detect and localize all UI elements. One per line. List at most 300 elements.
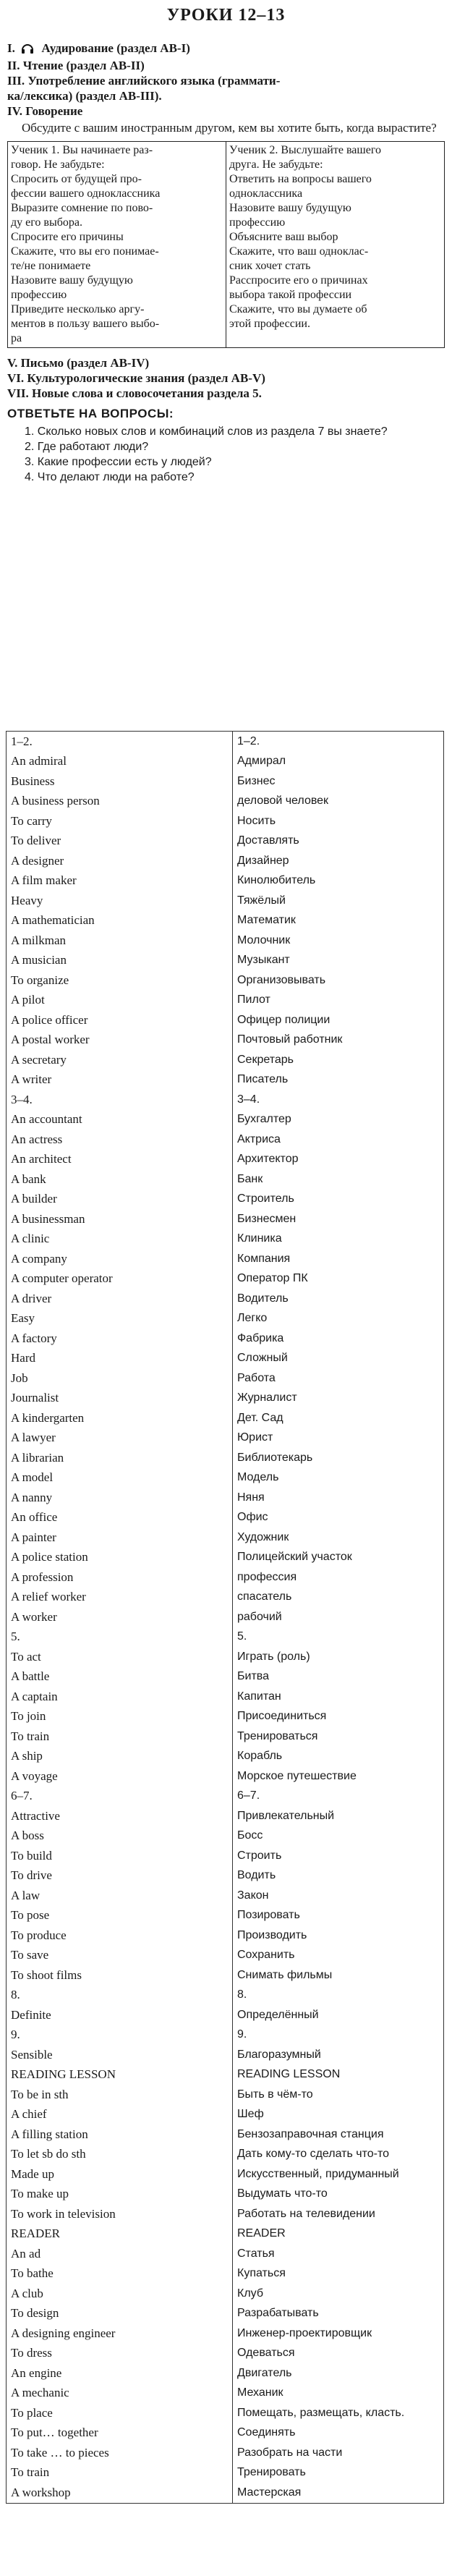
vocab-row (7, 1428, 444, 1449)
vocab-russian: Капитан (233, 1687, 444, 1707)
vocab-row (7, 951, 444, 971)
vocab-english: Journalist (7, 1389, 233, 1409)
vocab-row (7, 1448, 444, 1468)
vocab-english: To put… together (7, 2423, 233, 2444)
vocab-row (7, 1647, 444, 1667)
vocab-row (7, 1866, 444, 1886)
vocab-english: 6–7. (7, 1787, 233, 1807)
vocab-row (7, 2264, 444, 2284)
vocabulary-table (6, 731, 444, 2504)
vocab-row (7, 1925, 444, 1946)
vocab-english: A workshop (7, 2483, 233, 2503)
role-line: Скажите, что вы его понимае- (11, 245, 159, 258)
vocab-english: Business (7, 771, 233, 792)
vocab-russian: Производить (233, 1925, 444, 1946)
questions-list (25, 424, 452, 485)
vocab-english: A pilot (7, 991, 233, 1011)
vocab-row (7, 1389, 444, 1409)
vocab-russian: Пилот (233, 991, 444, 1011)
vocab-russian: Музыкант (233, 951, 444, 971)
student1-card (8, 142, 226, 348)
vocab-russian: Доставлять (233, 831, 444, 852)
role-line: фессии вашего одноклассника (11, 187, 161, 200)
vocab-russian: Кинолюбитель (233, 871, 444, 891)
vocab-russian: Бухгалтер (233, 1110, 444, 1130)
section-writing: V. Письмо (раздел АВ-IV) (7, 356, 150, 370)
vocab-russian: рабочий (233, 1607, 444, 1627)
vocab-russian: Позировать (233, 1906, 444, 1926)
vocab-english: READING LESSON (7, 2065, 233, 2085)
vocab-russian: Двигатель (233, 2363, 444, 2384)
vocab-row (7, 792, 444, 812)
vocab-row (7, 2005, 444, 2025)
section-number: II. (7, 59, 20, 72)
vocab-russian: Битва (233, 1667, 444, 1687)
vocab-english: A writer (7, 1070, 233, 1090)
vocab-english: A bank (7, 1169, 233, 1190)
vocab-row (7, 1787, 444, 1807)
vocab-english: A worker (7, 1607, 233, 1627)
vocab-row (7, 1329, 444, 1349)
vocab-russian: Соединять (233, 2423, 444, 2444)
vocab-russian: Дизайнер (233, 851, 444, 871)
vocab-english: A mechanic (7, 2384, 233, 2404)
vocab-english: To take … to pieces (7, 2443, 233, 2463)
vocab-english: A chief (7, 2105, 233, 2125)
vocab-english: 8. (7, 1986, 233, 2006)
vocab-row (7, 1588, 444, 1608)
vocab-row (7, 2284, 444, 2304)
vocab-english: A club (7, 2284, 233, 2304)
vocab-russian: Водитель (233, 1289, 444, 1309)
vocab-english: A police officer (7, 1010, 233, 1030)
vocab-english: A ship (7, 1747, 233, 1767)
vocab-row (7, 911, 444, 931)
role-line: Спросите его причины (11, 231, 124, 243)
vocab-row (7, 1368, 444, 1389)
vocab-row (7, 1289, 444, 1309)
vocab-russian: Выдумать что-то (233, 2185, 444, 2205)
vocab-row (7, 1806, 444, 1826)
vocab-russian: Мастерская (233, 2483, 444, 2503)
vocab-row (7, 1269, 444, 1289)
vocab-row (7, 1667, 444, 1687)
vocab-russian: Офицер полиции (233, 1010, 444, 1030)
vocab-russian: Водить (233, 1866, 444, 1886)
vocab-english: A nanny (7, 1488, 233, 1508)
vocab-english: A postal worker (7, 1030, 233, 1051)
vocab-english: A factory (7, 1329, 233, 1349)
vocab-english: A law (7, 1886, 233, 1906)
vocab-russian: Определённый (233, 2005, 444, 2025)
vocab-row (7, 1150, 444, 1170)
section-number: III. (7, 74, 25, 88)
vocab-row (7, 1508, 444, 1528)
vocab-english: To let sb do sth (7, 2145, 233, 2165)
section-listening (7, 41, 452, 58)
vocab-russian: READER (233, 2224, 444, 2245)
section-use-of-english-cont (7, 88, 452, 103)
vocab-row (7, 1906, 444, 1926)
vocab-english: To drive (7, 1866, 233, 1886)
role-line: те/не понимаете (11, 260, 91, 272)
vocab-russian: Привлекательный (233, 1806, 444, 1826)
vocab-english: To bathe (7, 2264, 233, 2284)
vocab-english: A painter (7, 1528, 233, 1548)
vocab-english: Definite (7, 2005, 233, 2025)
vocab-russian: Инженер-проектировщик (233, 2323, 444, 2344)
vocab-row (7, 2344, 444, 2364)
role-line: ментов в пользу вашего выбо- (11, 318, 160, 330)
vocab-english: To work in television (7, 2204, 233, 2224)
vocab-row (7, 1110, 444, 1130)
vocab-row (7, 2065, 444, 2085)
vocab-row (7, 1826, 444, 1847)
vocab-russian: Купаться (233, 2264, 444, 2284)
vocab-row (7, 991, 444, 1011)
section-new-words: VII. Новые слова и словосочетания раздела 5. (7, 386, 262, 400)
vocab-english: To act (7, 1647, 233, 1667)
vocab-row (7, 1846, 444, 1866)
vocab-russian: Снимать фильмы (233, 1965, 444, 1986)
vocab-russian: Морское путешествие (233, 1766, 444, 1787)
vocab-english: To carry (7, 811, 233, 831)
vocab-row (7, 891, 444, 911)
vocab-russian: Художник (233, 1528, 444, 1548)
role-line: Скажите, что вы думаете об (229, 303, 367, 315)
vocab-russian: Механик (233, 2384, 444, 2404)
vocab-russian: 5. (233, 1627, 444, 1648)
vocab-english: To dress (7, 2344, 233, 2364)
vocab-row (7, 1607, 444, 1627)
vocab-russian: 3–4. (233, 1090, 444, 1110)
vocab-row (7, 1010, 444, 1030)
vocab-russian: Полицейский участок (233, 1548, 444, 1568)
headphones-icon (21, 43, 34, 58)
vocab-row (7, 931, 444, 951)
vocab-row (7, 752, 444, 772)
vocab-english: A businessman (7, 1209, 233, 1229)
vocab-russian: Модель (233, 1468, 444, 1488)
vocab-english: To design (7, 2304, 233, 2324)
vocab-row (7, 2185, 444, 2205)
vocab-russian: Разобрать на части (233, 2443, 444, 2463)
vocab-english: Made up (7, 2164, 233, 2185)
vocab-russian: Босс (233, 1826, 444, 1847)
vocab-russian: Почтовый работник (233, 1030, 444, 1051)
vocab-russian: Молочник (233, 931, 444, 951)
section-text: Говорение (25, 104, 83, 118)
vocab-english: Hard (7, 1349, 233, 1369)
vocab-english: Easy (7, 1309, 233, 1329)
vocab-row (7, 2304, 444, 2324)
vocab-english: A relief worker (7, 1588, 233, 1608)
section-speaking (7, 103, 452, 119)
vocab-russian: Тренировать (233, 2463, 444, 2483)
sections-bottom (7, 355, 452, 401)
vocab-english: To save (7, 1946, 233, 1966)
vocab-russian: Искусственный, придуманный (233, 2164, 444, 2185)
vocab-english: A film maker (7, 871, 233, 891)
vocab-row (7, 1766, 444, 1787)
vocab-russian: Тяжёлый (233, 891, 444, 911)
vocab-row (7, 1548, 444, 1568)
vocab-row (7, 2244, 444, 2264)
vocab-row (7, 2105, 444, 2125)
vocab-row (7, 1408, 444, 1428)
vocab-russian: Разрабатывать (233, 2304, 444, 2324)
vocab-row (7, 2025, 444, 2046)
vocab-russian: 6–7. (233, 1787, 444, 1807)
vocab-english: A clinic (7, 1229, 233, 1250)
vocab-english: To train (7, 2463, 233, 2483)
vocab-row (7, 2423, 444, 2444)
role-line: профессию (229, 216, 286, 229)
vocab-row (7, 2323, 444, 2344)
vocab-row (7, 1747, 444, 1767)
vocab-row (7, 2384, 444, 2404)
vocab-english: To make up (7, 2185, 233, 2205)
vocab-russian: Легко (233, 1309, 444, 1329)
sections-top (7, 41, 452, 119)
vocab-russian: Математик (233, 911, 444, 931)
vocab-english: To pose (7, 1906, 233, 1926)
vocab-english: 9. (7, 2025, 233, 2046)
vocab-russian: Архитектор (233, 1150, 444, 1170)
vocab-english: Sensible (7, 2045, 233, 2065)
vocab-row (7, 2145, 444, 2165)
vocab-row (7, 1528, 444, 1548)
vocab-russian: Клуб (233, 2284, 444, 2304)
vocab-russian: Дать кому-то сделать что-то (233, 2145, 444, 2165)
role-line: Спросить от будущей про- (11, 173, 142, 185)
vocab-row (7, 1707, 444, 1727)
vocab-russian: Строить (233, 1846, 444, 1866)
vocab-russian: Адмирал (233, 752, 444, 772)
vocab-row (7, 1687, 444, 1707)
vocab-russian: Статья (233, 2244, 444, 2264)
role-line: Скажите, что ваш одноклас- (229, 245, 369, 258)
vocab-english: 5. (7, 1627, 233, 1648)
vocab-english: A voyage (7, 1766, 233, 1787)
vocab-russian: Носить (233, 811, 444, 831)
speaking-task: Обсудите с вашим иностранным другом, кем вы хотите быть, когда вырастите? (22, 121, 437, 135)
vocab-russian: 9. (233, 2025, 444, 2046)
vocab-russian: Работа (233, 1368, 444, 1389)
vocab-russian: Тренироваться (233, 1726, 444, 1747)
vocab-row (7, 1349, 444, 1369)
role-line: Приведите несколько аргу- (11, 303, 145, 315)
vocab-english: A kindergarten (7, 1408, 233, 1428)
section-culture: VI. Культурологические знания (раздел АВ-V) (7, 371, 265, 385)
vocab-row (7, 1965, 444, 1986)
vocab-english: A designing engineer (7, 2323, 233, 2344)
vocab-row (7, 1886, 444, 1906)
vocab-russian: Дет. Сад (233, 1408, 444, 1428)
page-title: УРОКИ 12–13 (166, 6, 286, 25)
vocab-russian: Компания (233, 1249, 444, 1269)
vocab-row (7, 1229, 444, 1250)
vocab-russian: Оператор ПК (233, 1269, 444, 1289)
vocab-russian: Присоединиться (233, 1707, 444, 1727)
vocab-russian: Клиника (233, 1229, 444, 1250)
vocab-english: A musician (7, 951, 233, 971)
vocab-english: An engine (7, 2363, 233, 2384)
vocab-russian: Журналист (233, 1389, 444, 1409)
role-line: Назовите вашу будущую (229, 202, 351, 214)
section-text: ка/лексика) (раздел АВ-III). (7, 89, 162, 103)
vocab-russian: Актриса (233, 1130, 444, 1150)
section-reading (7, 58, 452, 73)
section-text: Употребление английского языка (граммати- (27, 74, 281, 88)
role-line: Ученик 1. Вы начинаете раз- (11, 144, 153, 156)
vocab-row (7, 1169, 444, 1190)
vocab-russian: Няня (233, 1488, 444, 1508)
vocab-english: To build (7, 1846, 233, 1866)
vocab-row (7, 2224, 444, 2245)
role-line: ра (11, 332, 22, 344)
vocab-russian: Играть (роль) (233, 1647, 444, 1667)
role-line: Ученик 2. Выслушайте вашего (229, 144, 381, 156)
vocab-russian: Библиотекарь (233, 1448, 444, 1468)
role-line: одноклассника (229, 187, 303, 200)
vocab-row (7, 811, 444, 831)
vocab-russian: Закон (233, 1886, 444, 1906)
vocab-row (7, 1209, 444, 1229)
vocab-english: A lawyer (7, 1428, 233, 1449)
vocab-russian: спасатель (233, 1588, 444, 1608)
role-line: Назовите вашу будущую (11, 274, 133, 287)
vocab-row (7, 970, 444, 991)
question-item: 1. Сколько новых слов и комбинаций слов из раздела 7 вы знаете? (25, 425, 388, 438)
vocab-row (7, 871, 444, 891)
vocab-row (7, 2403, 444, 2423)
vocab-row (7, 771, 444, 792)
vocab-russian: READING LESSON (233, 2065, 444, 2085)
vocab-english: An office (7, 1508, 233, 1528)
vocab-english: A boss (7, 1826, 233, 1847)
role-line: друга. Не забудьте: (229, 158, 323, 171)
vocab-english: To place (7, 2403, 233, 2423)
vocab-russian: Секретарь (233, 1050, 444, 1070)
vocab-english: READER (7, 2224, 233, 2245)
vocab-russian: Юрист (233, 1428, 444, 1449)
vocab-english: An admiral (7, 752, 233, 772)
vocab-russian: Офис (233, 1508, 444, 1528)
vocab-english: To organize (7, 970, 233, 991)
section-text: Аудирование (раздел АВ-I) (41, 41, 190, 55)
vocab-row (7, 1488, 444, 1508)
vocab-english: An actress (7, 1130, 233, 1150)
vocab-row (7, 1070, 444, 1090)
student2-card (226, 142, 445, 348)
vocab-english: A mathematician (7, 911, 233, 931)
role-line: выбора такой профессии (229, 289, 352, 301)
vocab-row (7, 1030, 444, 1051)
vocab-row (7, 1309, 444, 1329)
questions-header: ОТВЕТЬТЕ НА ВОПРОСЫ: (7, 407, 174, 420)
vocab-russian: Писатель (233, 1070, 444, 1090)
role-line: Объясните ваш выбор (229, 231, 338, 243)
vocab-english: A battle (7, 1667, 233, 1687)
vocab-russian: Шеф (233, 2105, 444, 2125)
vocab-russian: Бизнесмен (233, 1209, 444, 1229)
vocab-row (7, 2463, 444, 2483)
vocab-russian: Сложный (233, 1349, 444, 1369)
vocab-row (7, 1726, 444, 1747)
vocab-row (7, 1190, 444, 1210)
vocab-english: To produce (7, 1925, 233, 1946)
vocab-english: A filling station (7, 2124, 233, 2145)
vocab-row (7, 732, 444, 752)
vocab-english: A profession (7, 1567, 233, 1588)
vocab-english: A designer (7, 851, 233, 871)
role-line: ду его выбора. (11, 216, 82, 229)
vocab-english: To shoot films (7, 1965, 233, 1986)
vocab-row (7, 2483, 444, 2503)
vocab-english: A computer operator (7, 1269, 233, 1289)
vocab-russian: профессия (233, 1567, 444, 1588)
vocab-russian: Работать на телевидении (233, 2204, 444, 2224)
vocab-russian: Организовывать (233, 970, 444, 991)
vocab-row (7, 2443, 444, 2463)
vocab-row (7, 1050, 444, 1070)
question-item: 3. Какие профессии есть у людей? (25, 456, 212, 468)
vocab-russian: 1–2. (233, 732, 444, 752)
vocab-english: To train (7, 1726, 233, 1747)
vocab-english: A milkman (7, 931, 233, 951)
vocab-row (7, 1946, 444, 1966)
vocab-english: 1–2. (7, 732, 233, 752)
vocab-row (7, 2363, 444, 2384)
vocab-english: A police station (7, 1548, 233, 1568)
vocab-russian: Строитель (233, 1190, 444, 1210)
role-line: Расспросите его о причинах (229, 274, 368, 287)
vocab-row (7, 1986, 444, 2006)
vocab-row (7, 2204, 444, 2224)
vocab-english: An accountant (7, 1110, 233, 1130)
vocab-english: To join (7, 1707, 233, 1727)
vocab-row (7, 1567, 444, 1588)
vocab-row (7, 1468, 444, 1488)
vocab-row (7, 2124, 444, 2145)
role-line: профессию (11, 289, 67, 301)
vocab-russian: Бензозаправочная станция (233, 2124, 444, 2145)
section-text: Чтение (раздел АВ-II) (22, 59, 145, 72)
vocab-russian: Фабрика (233, 1329, 444, 1349)
vocab-english: To deliver (7, 831, 233, 852)
vocab-russian: 8. (233, 1986, 444, 2006)
vocab-english: A model (7, 1468, 233, 1488)
question-item: 4. Что делают люди на работе? (25, 471, 195, 483)
vocab-english: A business person (7, 792, 233, 812)
vocab-row (7, 1090, 444, 1110)
section-number: IV. (7, 104, 22, 118)
vocab-english: A librarian (7, 1448, 233, 1468)
section-number: I. (7, 41, 15, 55)
vocab-russian: Быть в чём-то (233, 2085, 444, 2105)
vocab-russian: Одеваться (233, 2344, 444, 2364)
roles-table (7, 141, 445, 348)
vocab-english: A company (7, 1249, 233, 1269)
vocab-row (7, 1249, 444, 1269)
vocab-row (7, 2164, 444, 2185)
vocab-russian: Благоразумный (233, 2045, 444, 2065)
vocab-russian: Банк (233, 1169, 444, 1190)
vocab-english: Job (7, 1368, 233, 1389)
vocab-russian: Сохранить (233, 1946, 444, 1966)
vocab-row (7, 1130, 444, 1150)
